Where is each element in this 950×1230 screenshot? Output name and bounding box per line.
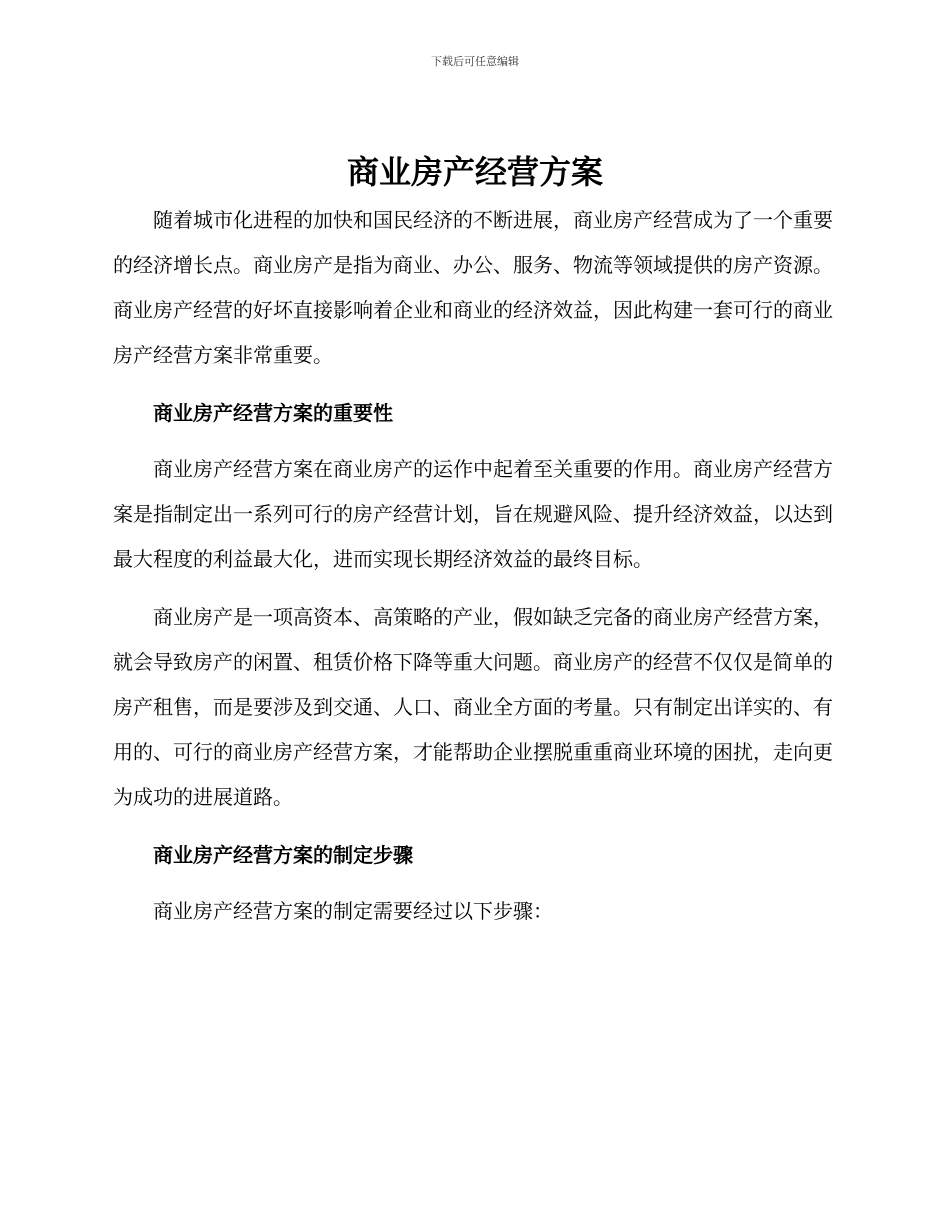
intro-paragraph: 随着城市化进程的加快和国民经济的不断进展，商业房产经营成为了一个重要的经济增长点。商业房产是指为商业、办公、服务、物流等领域提供的房产资源。商业房产经营的好坏直接影响着企业和商业的经济效益，因此构建一套可行的商业房产经营方案非常重要。 [113,208,833,367]
document-title: 商业房产经营方案 [346,153,603,191]
importance-paragraph-2: 商业房产是一项高资本、高策略的产业，假如缺乏完备的商业房产经营方案，就会导致房产的闲置、租赁价格下降等重大问题。商业房产的经营不仅仅是简单的房产租售，而是要涉及到交通、人口、商业全方面的考量。只有制定出详实的、有用的、可行的商业房产经营方案，才能帮助企业摆脱重重商业环境的困扰，走向更为成功的进展道路。 [113,605,833,809]
importance-paragraph-1: 商业房产经营方案在商业房产的运作中起着至关重要的作用。商业房产经营方案是指制定出一系列可行的房产经营计划，旨在规避风险、提升经济效益，以达到最大程度的利益最大化，进而实现长期经济效益的最终目标。 [113,457,833,571]
steps-paragraph-1: 商业房产经营方案的制定需要经过以下步骤： [153,899,553,923]
page-header-note: 下载后可任意编辑 [431,55,519,68]
section-heading-importance: 商业房产经营方案的重要性 [153,401,393,425]
document-body [113,198,833,947]
section-heading-steps: 商业房产经营方案的制定步骤 [153,843,413,867]
